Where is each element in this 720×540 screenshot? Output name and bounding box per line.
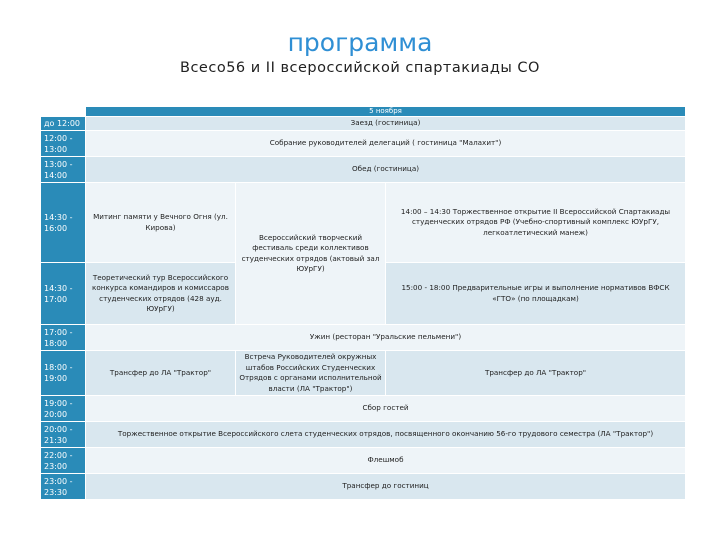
table-row — [41, 157, 686, 183]
event-cell: Всероссийский творческий фестиваль среди коллективов студенческих отрядов (актовый зал ЮУрГУ) — [236, 183, 386, 325]
time-cell: 17:00 - 18:00 — [41, 325, 86, 351]
event-cell: Собрание руководителей делегаций ( гостиница "Малахит") — [86, 131, 686, 157]
time-cell: 18:00 - 19:00 — [41, 351, 86, 396]
time-cell: 19:00 - 20:00 — [41, 396, 86, 422]
time-cell: 12:00 - 13:00 — [41, 131, 86, 157]
event-cell: Митинг памяти у Вечного Огня (ул. Кирова) — [86, 183, 236, 263]
time-cell: 22:00 - 23:00 — [41, 448, 86, 474]
table-row — [41, 183, 686, 263]
time-cell: до 12:00 — [41, 117, 86, 131]
event-cell: Обед (гостиница) — [86, 157, 686, 183]
event-cell: Встреча Руководителей окружных штабов Российских Студенческих Отрядов с органами исполнительной власти (ЛА "Трактор") — [236, 351, 386, 396]
table-row — [41, 131, 686, 157]
event-cell: Теоретический тур Всероссийского конкурса командиров и комиссаров студенческих отрядов (428 ауд. ЮУрГУ) — [86, 263, 236, 325]
event-cell: Трансфер до гостиниц — [86, 474, 686, 500]
table-row — [41, 474, 686, 500]
event-cell: Трансфер до ЛА "Трактор" — [86, 351, 236, 396]
table-row — [41, 351, 686, 396]
table-header-row — [41, 107, 686, 117]
event-cell: Трансфер до ЛА "Трактор" — [386, 351, 686, 396]
header-spacer — [41, 107, 86, 117]
event-cell: Торжественное открытие Всероссийского слета студенческих отрядов, посвященного окончанию 56-го трудового семестра (ЛА "Трактор") — [86, 422, 686, 448]
event-cell: 14:00 – 14:30 Торжественное открытие II Всероссийской Спартакиады студенческих отрядов РФ (Учебно-спортивный комплекс ЮУрГУ, легкоатлетический манеж) — [386, 183, 686, 263]
time-cell: 13:00 - 14:00 — [41, 157, 86, 183]
table-row — [41, 396, 686, 422]
time-cell: 23:00 - 23:30 — [41, 474, 86, 500]
event-cell: 15:00 - 18:00 Предварительные игры и выполнение нормативов ВФСК «ГТО» (по площадкам) — [386, 263, 686, 325]
time-cell: 14:30 - 17:00 — [41, 263, 86, 325]
schedule-table — [40, 106, 686, 500]
table-row — [41, 422, 686, 448]
event-cell: Сбор гостей — [86, 396, 686, 422]
page-subtitle: Всесо56 и II всероссийской спартакиады СО — [180, 60, 540, 76]
event-cell: Флешмоб — [86, 448, 686, 474]
event-cell: Заезд (гостиница) — [86, 117, 686, 131]
time-cell: 20:00 - 21:30 — [41, 422, 86, 448]
table-row — [41, 448, 686, 474]
page-title: программа — [287, 28, 433, 57]
table-row — [41, 325, 686, 351]
table-row — [41, 117, 686, 131]
day-header: 5 ноября — [86, 107, 686, 117]
event-cell: Ужин (ресторан "Уральские пельмени") — [86, 325, 686, 351]
time-cell: 14:30 - 16:00 — [41, 183, 86, 263]
